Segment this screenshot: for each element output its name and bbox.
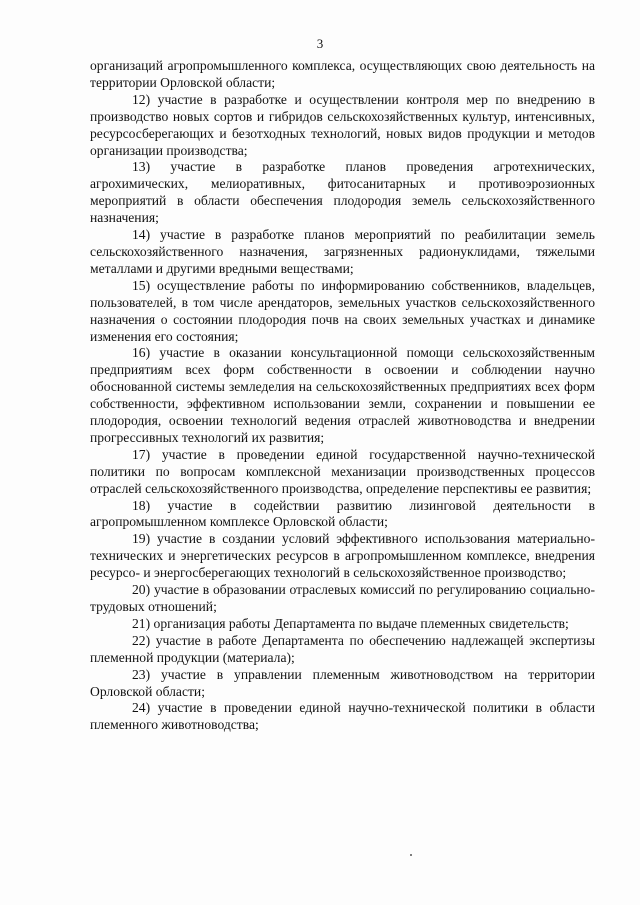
- paragraph-item-13: 13) участие в разработке планов проведения агротехнических, агрохимических, мелиоративных, фитосанитарных и противоэрозионных мероприятий в области обеспечения плодородия земель сельскохозяйственного назначения;: [90, 159, 595, 226]
- paragraph-item-14: 14) участие в разработке планов мероприятий по реабилитации земель сельскохозяйственного назначения, загрязненных радионуклидами, тяжелыми металлами и другими вредными веществами;: [90, 227, 595, 276]
- paragraph-item-21: 21) организация работы Департамента по выдаче племенных свидетельств;: [132, 615, 569, 631]
- page-number: 3: [316, 36, 324, 51]
- paragraph-item-23: 23) участие в управлении племенным животноводством на территории Орловской области;: [90, 666, 595, 699]
- paragraph-continuation: организаций агропромышленного комплекса, осуществляющих свою деятельность на территории Орловской области;: [90, 58, 595, 90]
- paragraph-item-15: 15) осуществление работы по информированию собственников, владельцев, пользователей, в том числе арендаторов, земельных участков сельскохозяйственного назначения о состоянии плодородия почв на своих земельных участках и динамике изменения его состояния;: [90, 277, 595, 344]
- document-body: [90, 58, 595, 734]
- paragraph-item-24: 24) участие в проведении единой научно-технической политики в области племенного животноводства;: [90, 700, 595, 733]
- scan-speck: [410, 854, 412, 856]
- paragraph-item-19: 19) участие в создании условий эффективного использования материально-технических и энергетических ресурсов в агропромышленном комплексе, внедрения ресурсо- и энергосберегающих технологий в сельскохозяйственное производство;: [90, 531, 595, 581]
- paragraph-item-12: 12) участие в разработке и осуществлении контроля мер по внедрению в производство новых сортов и гибридов сельскохозяйственных культур, интенсивных, ресурсосберегающих и безотходных технологий, новых видов продукции и методов организации производства;: [90, 91, 595, 158]
- paragraph-item-17: 17) участие в проведении единой государственной научно-технической политики по вопросам комплексной механизации производственных процессов отраслей сельскохозяйственного производства, определение перспективы ее развития;: [90, 446, 595, 496]
- paragraph-item-18: 18) участие в содействии развитию лизинговой деятельности в агропромышленном комплексе Орловской области;: [90, 497, 595, 530]
- paragraph-item-22: 22) участие в работе Департамента по обеспечению надлежащей экспертизы племенной продукции (материала);: [90, 632, 595, 665]
- paragraph-item-16: 16) участие в оказании консультационной помощи сельскохозяйственным предприятиям всех форм собственности в освоении и соблюдении научно обоснованной системы земледелия на сельскохозяйственных предприятиях всех форм собственности, эффективном использовании земли, сохранении и повышении ее плодородия, освоении технологий ведения отраслей животноводства и внедрении прогрессивных технологий их развития;: [90, 345, 595, 445]
- paragraph-item-20: 20) участие в образовании отраслевых комиссий по регулированию социально-трудовых отношений;: [90, 582, 595, 614]
